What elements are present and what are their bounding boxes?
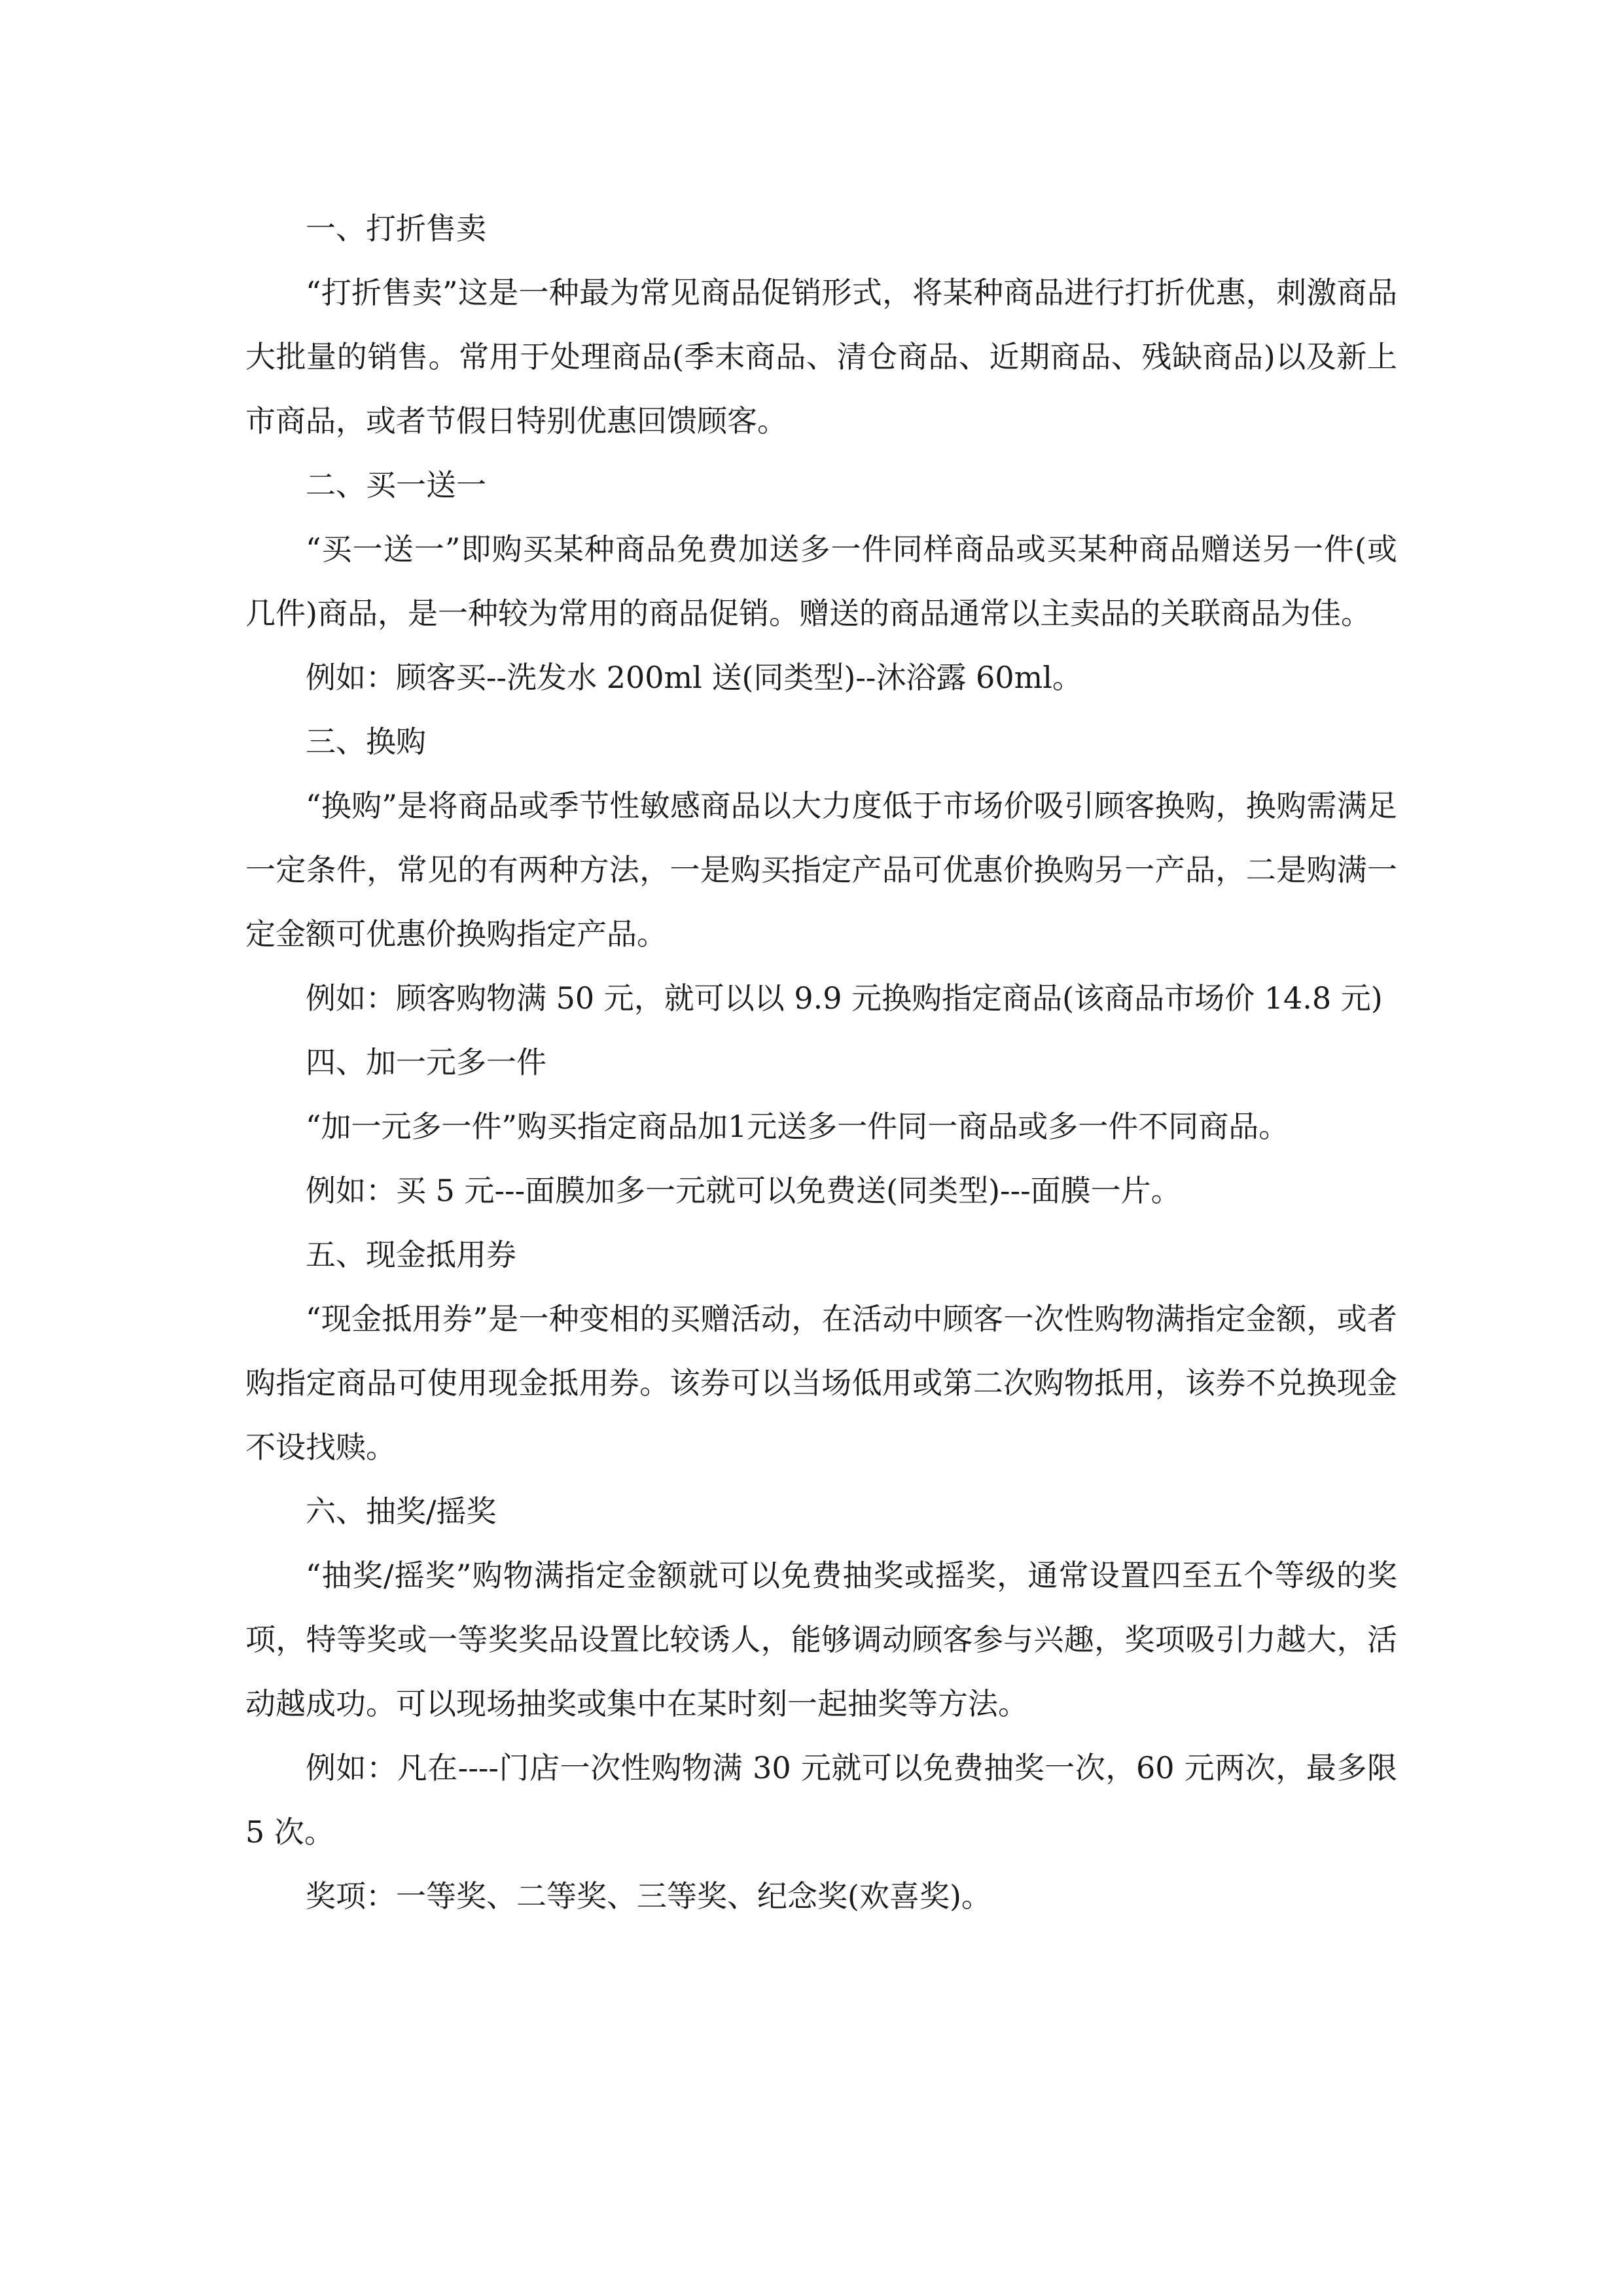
heading-add-one-yuan: 四、加一元多一件	[306, 1045, 546, 1080]
paragraph-lottery: “抽奖/摇奖”购物满指定金额就可以免费抽奖或摇奖，通常设置四至五个等级的奖项，特等奖或一等奖奖品设置比较诱人，能够调动顾客参与兴趣，奖项吸引力越大，活动越成功。可以现场抽奖或集中在某时刻一起抽奖等方法。	[245, 1558, 1397, 1721]
example-lottery: 例如：凡在----门店一次性购物满 30 元就可以免费抽奖一次，60 元两次，最多限 5 次。	[245, 1750, 1407, 1850]
paragraph-cash-voucher: “现金抵用券”是一种变相的买赠活动，在活动中顾客一次性购物满指定金额，或者购指定商品可使用现金抵用券。该券可以当场低用或第二次购物抵用，该券不兑换现金不设找赎。	[245, 1301, 1397, 1465]
paragraph-add-one-yuan: “加一元多一件”购买指定商品加1元送多一件同一商品或多一件不同商品。	[306, 1109, 1289, 1144]
heading-exchange-purchase: 三、换购	[306, 724, 426, 759]
heading-buy-one-get-one: 二、买一送一	[306, 467, 486, 503]
example-buy-one-get-one: 例如：顾客买--洗发水 200ml 送(同类型)--沐浴露 60ml。	[306, 660, 1082, 695]
paragraph-buy-one-get-one: “买一送一”即购买某种商品免费加送多一件同样商品或买某种商品赠送另一件(或几件)商品，是一种较为常用的商品促销。赠送的商品通常以主卖品的关联商品为佳。	[245, 531, 1397, 631]
document-body	[245, 196, 1407, 1928]
example-add-one-yuan: 例如：买 5 元---面膜加多一元就可以免费送(同类型)---面膜一片。	[306, 1173, 1181, 1208]
heading-discount-sale: 一、打折售卖	[306, 211, 486, 246]
prize-list: 奖项：一等奖、二等奖、三等奖、纪念奖(欢喜奖)。	[306, 1878, 991, 1914]
paragraph-discount-sale: “打折售卖”这是一种最为常见商品促销形式，将某种商品进行打折优惠，刺激商品大批量的销售。常用于处理商品(季末商品、清仓商品、近期商品、残缺商品)以及新上市商品，或者节假日特别优惠回馈顾客。	[245, 275, 1397, 439]
heading-lottery: 六、抽奖/摇奖	[306, 1494, 497, 1529]
example-exchange-purchase: 例如：顾客购物满 50 元，就可以以 9.9 元换购指定商品(该商品市场价 14.8 元)	[306, 980, 1383, 1016]
paragraph-exchange-purchase: “换购”是将商品或季节性敏感商品以大力度低于市场价吸引顾客换购，换购需满足一定条件，常见的有两种方法，一是购买指定产品可优惠价换购另一产品，二是购满一定金额可优惠价换购指定产品。	[245, 788, 1397, 952]
heading-cash-voucher: 五、现金抵用券	[306, 1237, 516, 1272]
